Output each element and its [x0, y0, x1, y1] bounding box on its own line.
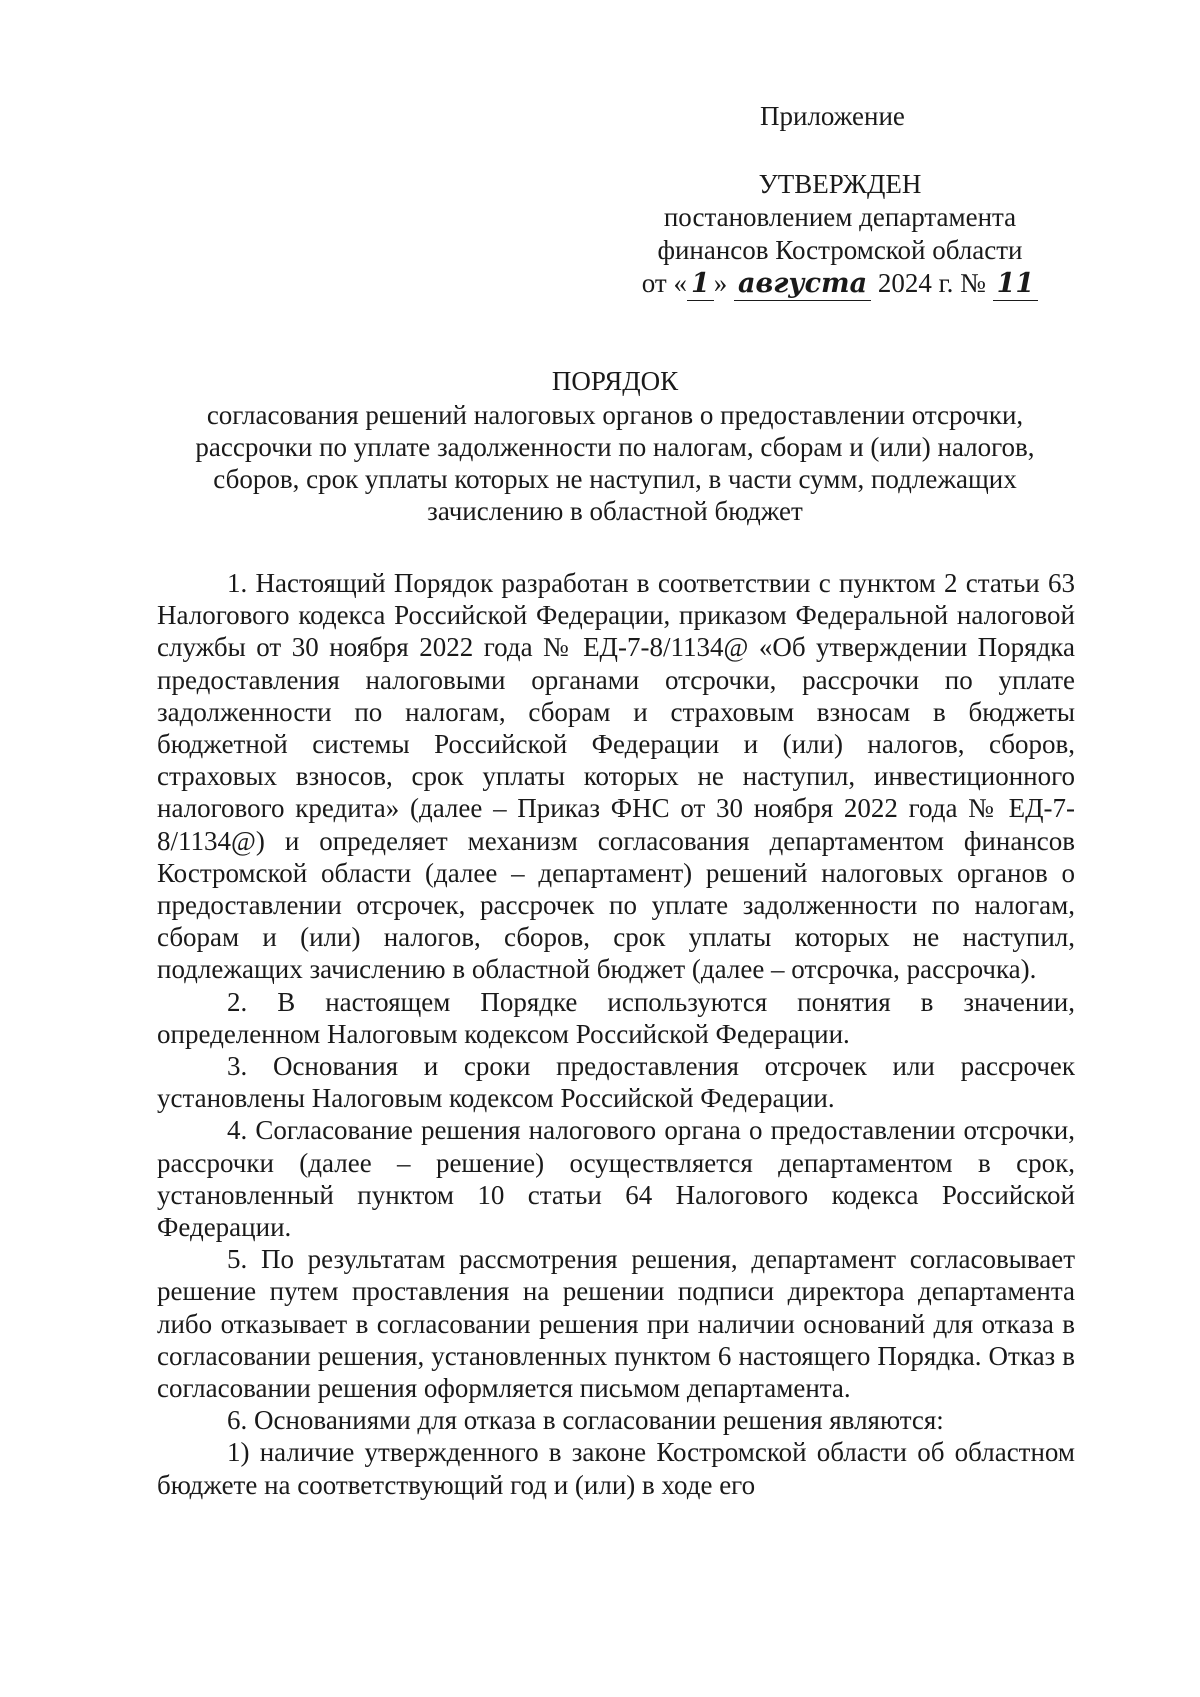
paragraph-5: 5. По результатам рассмотрения решения, департамент согласовывает решение путем проставления на решении подписи директора департамента либо отказывает в согласовании решения при наличии оснований для отказа в согласовании решения, установленных пунктом 6 настоящего Порядка. Отказ в согласовании решения оформляется письмом департамента. — [157, 1244, 1075, 1404]
document-body — [157, 567, 1075, 1501]
paragraph-6: 6. Основаниями для отказа в согласовании решения являются: — [227, 1405, 944, 1436]
date-mid: » — [713, 268, 728, 298]
document-title: ПОРЯДОК — [551, 366, 679, 396]
document-title-block — [150, 365, 1080, 527]
approved-label: УТВЕРЖДЕН — [758, 169, 922, 199]
date-prefix: от « — [641, 268, 687, 298]
approval-header — [560, 100, 1120, 301]
paragraph-2: 2. В настоящем Порядке используются понятия в значении, определенном Налоговым кодексом Российской Федерации. — [157, 986, 1075, 1049]
date-year: 2024 г. № — [877, 268, 986, 298]
handwritten-number: 11 — [993, 267, 1039, 301]
paragraph-1: 1. Настоящий Порядок разработан в соответствии с пунктом 2 статьи 63 Налогового кодекса Российской Федерации, приказом Федеральной налоговой службы от 30 ноября 2022 года № ЕД-7-8/1134@ «Об утверждении Порядка предоставления налоговыми органами отсрочки, рассрочки по уплате задолженности по налогам, сборам и страховым взносам в бюджеты бюджетной системы Российской Федерации и (или) налогов, сборов, страховых взносов, срок уплаты которых не наступил, инвестиционного налогового кредита» (далее – Приказ ФНС от 30 ноября 2022 года № ЕД-7-8/1134@) и определяет механизм согласования департаментом финансов Костромской области (далее – департамент) решений налоговых органов о предоставлении отсрочек, рассрочек по уплате задолженности по налогам, сборам и (или) налогов, сборов, срок уплаты которых не наступил, подлежащих зачислению в областной бюджет (далее – отсрочка, рассрочка). — [157, 568, 1075, 985]
paragraph-6-1: 1) наличие утвержденного в законе Костромской области об областном бюджете на соответствующий год и (или) в ходе его — [157, 1437, 1075, 1500]
approval-line-2: финансов Костромской области — [657, 235, 1023, 265]
appendix-label: Приложение — [760, 101, 905, 131]
paragraph-3: 3. Основания и сроки предоставления отсрочек или рассрочек установлены Налоговым кодексом Российской Федерации. — [157, 1051, 1075, 1114]
handwritten-month: августа — [734, 267, 871, 301]
approval-date-line — [560, 267, 1120, 301]
paragraph-4: 4. Согласование решения налогового органа о предоставлении отсрочки, рассрочки (далее – решение) осуществляется департаментом в срок, установленный пунктом 10 статьи 64 Налогового кодекса Российской Федерации. — [157, 1115, 1075, 1243]
document-subtitle: согласования решений налоговых органов о предоставлении отсрочки, рассрочки по уплате задолженности по налогам, сборам и (или) налогов, сборов, срок уплаты которых не наступил, в части сумм, подлежащих зачислению в областной бюджет — [195, 400, 1035, 526]
handwritten-day: 1 — [687, 267, 714, 301]
approval-line-1: постановлением департамента — [663, 202, 1017, 232]
